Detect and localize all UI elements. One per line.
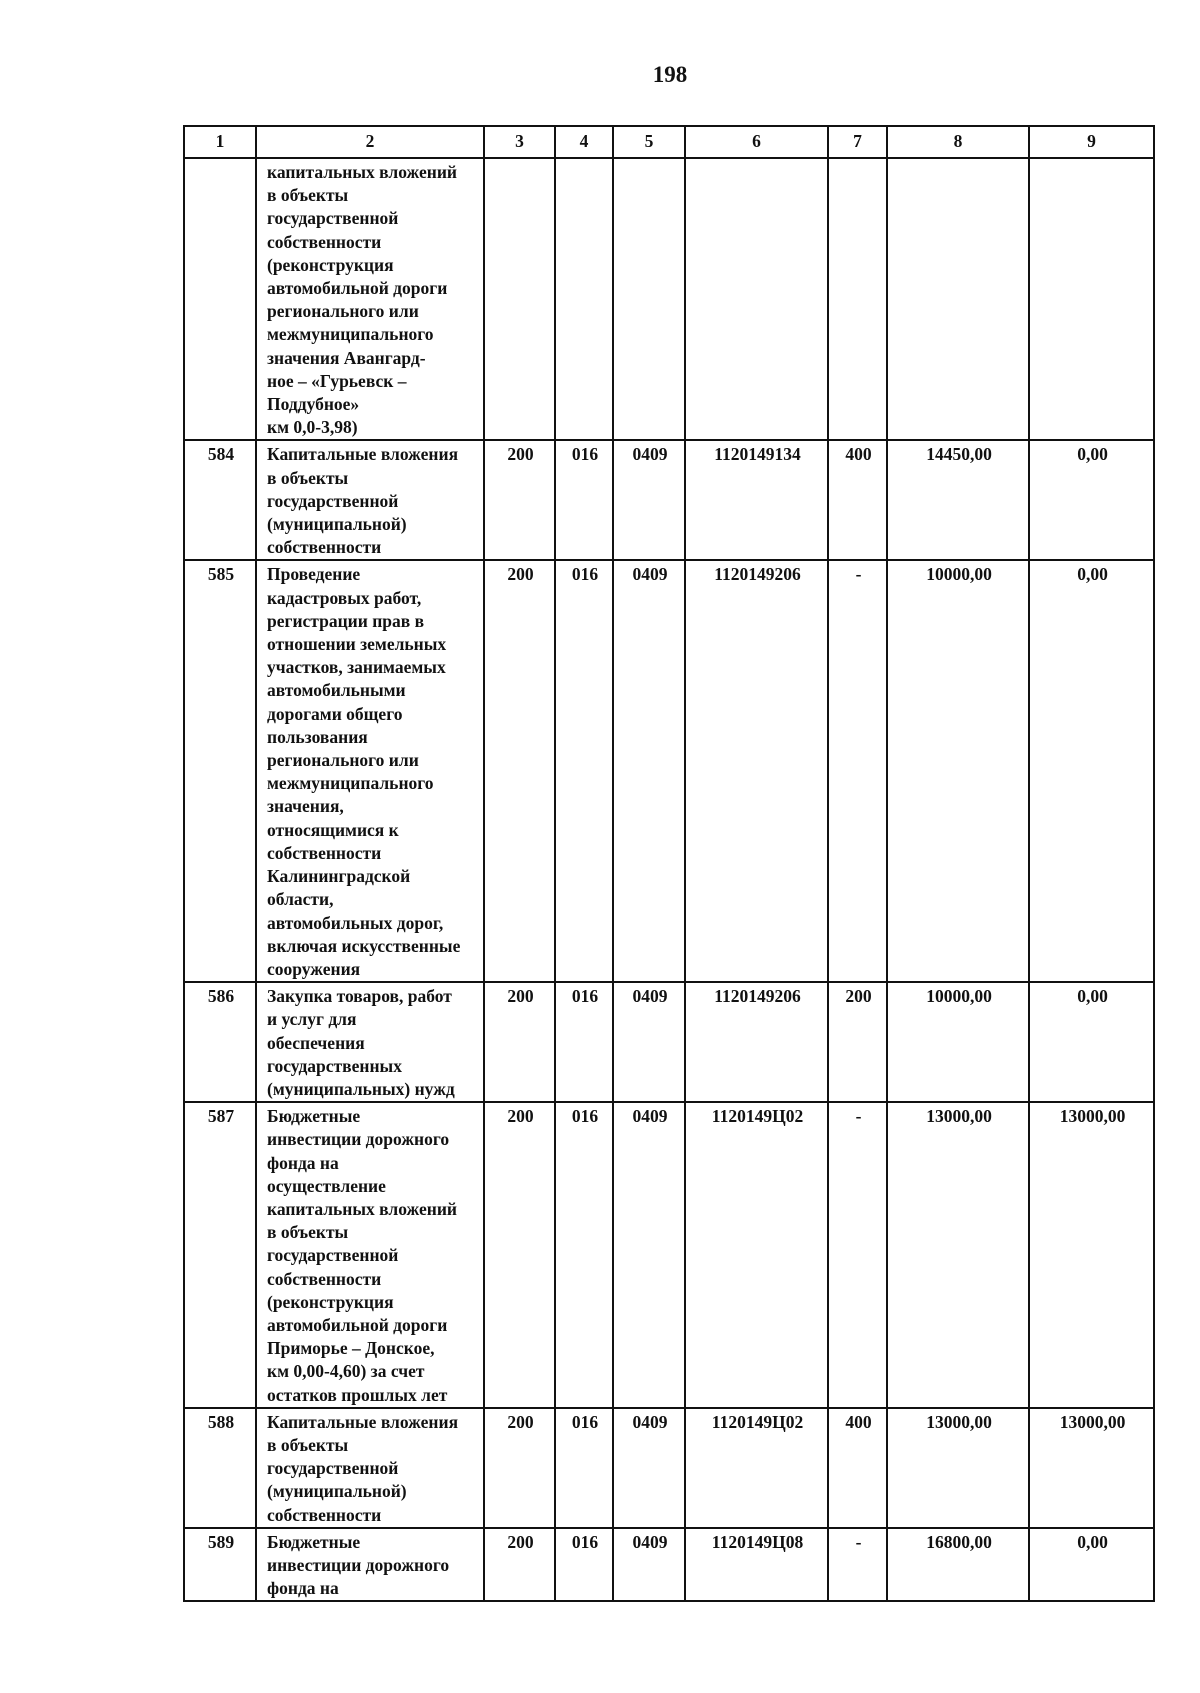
cell-col6: 1120149206: [685, 982, 828, 1102]
column-header: 3: [484, 126, 555, 158]
cell-col3: 200: [484, 560, 555, 982]
cell-col6: [685, 158, 828, 440]
cell-col4: 016: [555, 560, 613, 982]
table-row: [184, 982, 1154, 1102]
cell-col7: 200: [828, 982, 887, 1102]
cell-col5: 0409: [613, 982, 685, 1102]
cell-col5: 0409: [613, 1102, 685, 1408]
cell-col7: -: [828, 1102, 887, 1408]
table-row: [184, 1408, 1154, 1528]
row-description: Проведение кадастровых работ, регистрации прав в отношении земельных участков, занимаемых автомобильными дорогами общего пользования регионального или межмуниципального значения, относящимися к собственности Калининградской области, автомобильных дорог, включая искусственные сооружения: [256, 560, 484, 982]
cell-col3: 200: [484, 1528, 555, 1602]
cell-col7: [828, 158, 887, 440]
cell-col6: 1120149206: [685, 560, 828, 982]
cell-col5: 0409: [613, 560, 685, 982]
column-header: 4: [555, 126, 613, 158]
table-row: [184, 560, 1154, 982]
cell-col5: [613, 158, 685, 440]
row-number: 587: [184, 1102, 256, 1408]
row-number: 585: [184, 560, 256, 982]
table-row: [184, 158, 1154, 440]
cell-col9: 0,00: [1029, 1528, 1154, 1602]
cell-col9: 0,00: [1029, 440, 1154, 560]
row-number: [184, 158, 256, 440]
row-number: 589: [184, 1528, 256, 1602]
column-header: 9: [1029, 126, 1154, 158]
cell-col5: 0409: [613, 1408, 685, 1528]
cell-col3: [484, 158, 555, 440]
cell-col9: [1029, 158, 1154, 440]
column-header: 7: [828, 126, 887, 158]
cell-col8: 14450,00: [887, 440, 1029, 560]
cell-col4: 016: [555, 982, 613, 1102]
cell-col3: 200: [484, 440, 555, 560]
column-header: 6: [685, 126, 828, 158]
cell-col4: 016: [555, 1408, 613, 1528]
table-row: [184, 440, 1154, 560]
row-description: Бюджетные инвестиции дорожного фонда на: [256, 1528, 484, 1602]
cell-col7: 400: [828, 1408, 887, 1528]
cell-col8: [887, 158, 1029, 440]
budget-table: [183, 125, 1155, 1602]
cell-col8: 10000,00: [887, 560, 1029, 982]
cell-col9: 0,00: [1029, 560, 1154, 982]
column-header: 5: [613, 126, 685, 158]
cell-col9: 13000,00: [1029, 1408, 1154, 1528]
column-header: 1: [184, 126, 256, 158]
cell-col3: 200: [484, 1102, 555, 1408]
cell-col6: 1120149134: [685, 440, 828, 560]
cell-col6: 1120149Ц02: [685, 1102, 828, 1408]
cell-col4: [555, 158, 613, 440]
cell-col9: 0,00: [1029, 982, 1154, 1102]
cell-col5: 0409: [613, 1528, 685, 1602]
cell-col7: -: [828, 1528, 887, 1602]
cell-col5: 0409: [613, 440, 685, 560]
cell-col3: 200: [484, 1408, 555, 1528]
cell-col4: 016: [555, 1102, 613, 1408]
cell-col8: 16800,00: [887, 1528, 1029, 1602]
table-row: [184, 1528, 1154, 1602]
cell-col6: 1120149Ц02: [685, 1408, 828, 1528]
cell-col7: -: [828, 560, 887, 982]
row-number: 588: [184, 1408, 256, 1528]
cell-col7: 400: [828, 440, 887, 560]
cell-col8: 13000,00: [887, 1102, 1029, 1408]
table-row: [184, 1102, 1154, 1408]
cell-col9: 13000,00: [1029, 1102, 1154, 1408]
row-description: Капитальные вложения в объекты государственной (муниципальной) собственности: [256, 440, 484, 560]
row-description: Закупка товаров, работ и услуг для обеспечения государственных (муниципальных) нужд: [256, 982, 484, 1102]
cell-col4: 016: [555, 1528, 613, 1602]
row-number: 584: [184, 440, 256, 560]
page-number: 198: [652, 62, 688, 87]
cell-col8: 13000,00: [887, 1408, 1029, 1528]
row-description: Бюджетные инвестиции дорожного фонда на осуществление капитальных вложений в объекты государственной собственности (реконструкция автомобильной дороги Приморье – Донское, км 0,00-4,60) за счет остатков прошлых лет: [256, 1102, 484, 1408]
row-description: капитальных вложений в объекты государственной собственности (реконструкция автомобильной дороги регионального или межмуниципального значения Авангард- ное – «Гурьевск – Поддубное» км 0,0-3,98): [256, 158, 484, 440]
cell-col8: 10000,00: [887, 982, 1029, 1102]
cell-col4: 016: [555, 440, 613, 560]
row-number: 586: [184, 982, 256, 1102]
column-header: 8: [887, 126, 1029, 158]
row-description: Капитальные вложения в объекты государственной (муниципальной) собственности: [256, 1408, 484, 1528]
header-row: [184, 126, 1154, 158]
cell-col3: 200: [484, 982, 555, 1102]
column-header: 2: [256, 126, 484, 158]
cell-col6: 1120149Ц08: [685, 1528, 828, 1602]
